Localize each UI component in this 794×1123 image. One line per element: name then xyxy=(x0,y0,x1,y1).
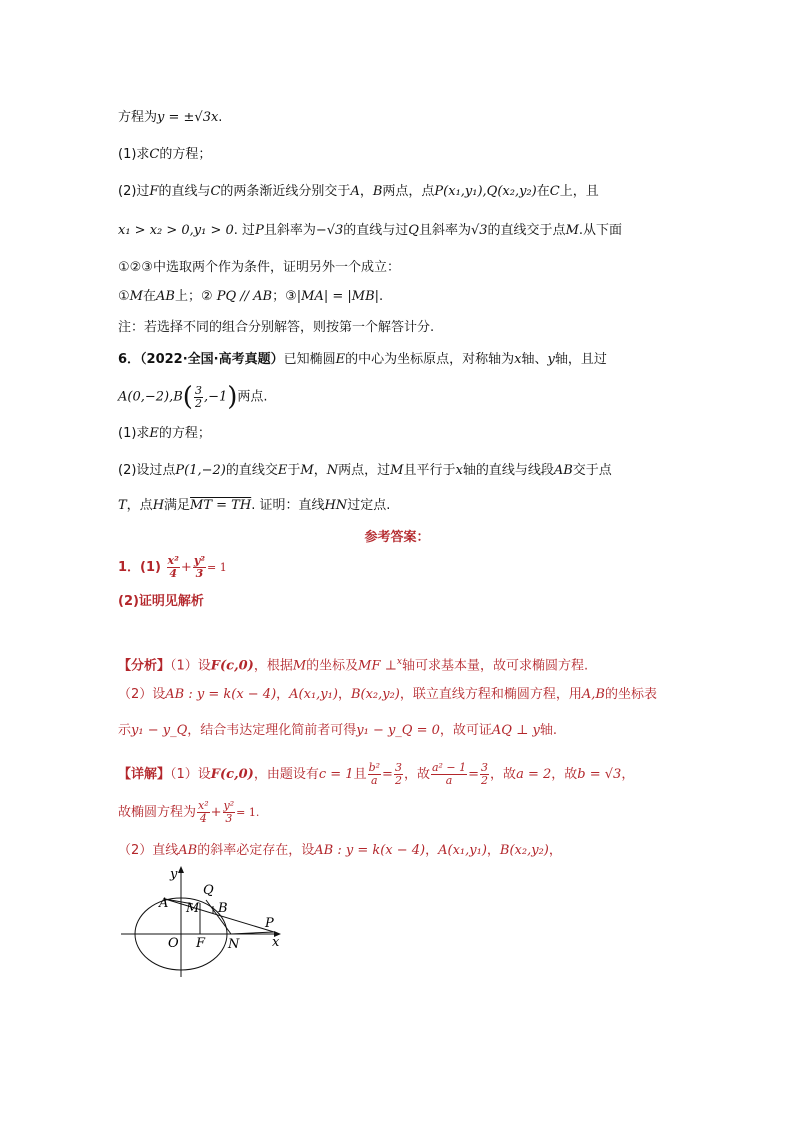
text: (2)设过点 xyxy=(118,463,176,478)
math-point: F(c,0) xyxy=(210,658,254,674)
math-asymptote: y = ±√3x xyxy=(157,110,219,125)
text: 于 xyxy=(287,463,301,478)
math-var: AB xyxy=(155,289,175,304)
math-var: C xyxy=(149,147,160,162)
fraction xyxy=(223,800,236,825)
denominator: 3 xyxy=(225,812,233,825)
analysis-3 xyxy=(118,722,557,740)
math-var: Q xyxy=(408,223,419,238)
answers-title: 参考答案： xyxy=(364,530,430,545)
denominator: 2 xyxy=(481,774,489,787)
math-slope: √3 xyxy=(470,223,488,238)
denominator: a xyxy=(445,774,453,787)
text: ，故 xyxy=(551,767,578,782)
fraction xyxy=(167,555,180,580)
math-var: M xyxy=(300,463,314,478)
numerator: y² xyxy=(193,554,206,567)
text: . 过 xyxy=(233,223,256,238)
numerator: 3 xyxy=(194,383,202,397)
paren-close: ) xyxy=(227,382,238,412)
text: ， xyxy=(486,843,500,858)
text: 注：若选择不同的组合分别解答，则按第一个解答计分. xyxy=(118,320,435,335)
denominator: 4 xyxy=(169,567,178,580)
text: （1）设 xyxy=(170,658,211,674)
answer-1-part-1 xyxy=(118,553,227,583)
text: 的两条渐近线分别交于 xyxy=(220,184,351,199)
text: . xyxy=(379,289,384,304)
text: ，结合韦达定理化简前者可得 xyxy=(187,723,357,738)
math-var: x xyxy=(455,463,463,478)
text: 的直线与过 xyxy=(343,223,409,238)
text: 轴，且过 xyxy=(554,352,607,367)
math-var: P xyxy=(255,223,264,238)
text: 的方程； xyxy=(158,426,211,441)
text: ，点 xyxy=(126,498,153,513)
text: . xyxy=(218,110,223,125)
y-arrow xyxy=(178,866,184,873)
text: 且平行于 xyxy=(403,463,456,478)
text: ，故 xyxy=(490,767,517,782)
text: 上，且 xyxy=(559,184,599,199)
text: 两点，点 xyxy=(382,184,435,199)
label-m: M xyxy=(186,901,200,916)
text: 且 xyxy=(353,767,367,782)
text: ， xyxy=(276,687,290,702)
detail-3 xyxy=(118,842,562,860)
math-var: x xyxy=(396,657,402,667)
math-points: P(x₁,y₁),Q(x₂,y₂) xyxy=(434,184,537,199)
label-n: N xyxy=(228,937,240,952)
numerator: y² xyxy=(223,799,235,812)
text: 交于点 xyxy=(572,463,612,478)
text: ① xyxy=(118,289,130,304)
problem-6-points xyxy=(118,382,268,413)
math-line: AB : y = k(x − 4) xyxy=(314,843,426,858)
math-point: A(x₁,y₁) xyxy=(289,687,338,702)
numerator: b² xyxy=(368,761,381,774)
detail-2 xyxy=(118,798,259,828)
text: (2)过 xyxy=(118,184,150,199)
math-point: B(x₂,y₂) xyxy=(350,687,400,702)
text: ；③ xyxy=(272,289,297,304)
text: 示 xyxy=(118,723,132,738)
paren-open: ( xyxy=(182,382,193,412)
math-eq: b = √3 xyxy=(577,767,622,782)
math-var: C xyxy=(549,184,560,199)
question-1 xyxy=(118,146,211,164)
problem-6-q2 xyxy=(118,462,612,480)
text: ，故 xyxy=(403,767,430,782)
text: 方程为 xyxy=(118,110,158,125)
text: 两点. xyxy=(237,389,268,405)
equals: = xyxy=(468,767,480,782)
text: 轴. xyxy=(539,723,557,738)
math-var: A xyxy=(350,184,360,199)
text: （1）设 xyxy=(170,767,211,782)
fraction xyxy=(193,555,206,580)
math-expr: y₁ − y_Q xyxy=(131,723,188,738)
text: ①②③中选取两个作为条件，证明另外一个成立： xyxy=(118,260,400,275)
math-slope: −√3 xyxy=(315,223,344,238)
text: 的坐标表 xyxy=(604,687,657,702)
fraction xyxy=(368,762,381,787)
text: 的直线交 xyxy=(225,463,278,478)
math-point: B(x₂,y₂) xyxy=(499,843,549,858)
text: 在 xyxy=(536,184,550,199)
text: 的斜率必定存在，设 xyxy=(197,843,315,858)
label-o: O xyxy=(168,936,179,951)
text: 满足 xyxy=(164,498,191,513)
label-p: P xyxy=(265,916,274,931)
equals: = 1 xyxy=(207,561,227,574)
plus: + xyxy=(210,805,222,820)
answer-1-part-2: (2)证明见解析 xyxy=(118,594,204,609)
math-var: M xyxy=(565,223,579,238)
numerator: x² xyxy=(167,554,179,567)
text: ， xyxy=(337,687,351,702)
note xyxy=(118,319,434,337)
math-var: T xyxy=(118,498,127,513)
math-expr: y₁ − y_Q = 0 xyxy=(356,723,440,738)
text: ， xyxy=(548,843,562,858)
denominator: 3 xyxy=(195,567,204,580)
text: 的中心为坐标原点，对称轴为 xyxy=(345,352,515,367)
text: 轴的直线与线段 xyxy=(462,463,554,478)
math-var: E xyxy=(277,463,288,478)
math-var: F xyxy=(149,184,159,199)
text: （2）设 xyxy=(118,687,166,702)
math-var: y xyxy=(547,352,555,367)
math-var: B xyxy=(372,184,383,199)
math-var: C xyxy=(210,184,221,199)
numerator: 3 xyxy=(481,761,489,774)
math-var: N xyxy=(326,463,339,478)
math-point: P(1,−2) xyxy=(175,463,226,478)
math-eq: a = 2 xyxy=(516,767,552,782)
fraction xyxy=(194,385,203,410)
math-var: E xyxy=(335,352,346,367)
analysis-2 xyxy=(118,686,657,704)
numerator: a² − 1 xyxy=(431,761,467,774)
text: 的方程； xyxy=(159,147,212,162)
math-abs: |MA| = |MB| xyxy=(296,289,380,304)
math-var: E xyxy=(149,426,159,441)
label-q: Q xyxy=(203,883,214,898)
math-var: x xyxy=(514,352,522,367)
fraction xyxy=(197,800,210,825)
equals: = xyxy=(382,767,393,782)
text: ， xyxy=(359,184,373,199)
problem-6-q1 xyxy=(118,425,211,443)
problem-6-q2-cont xyxy=(118,497,390,515)
text: 在 xyxy=(142,289,156,304)
text: （2）直线 xyxy=(118,843,179,858)
math-ineq: x₁ > x₂ > 0,y₁ > 0 xyxy=(118,223,234,238)
math-perp: MF ⊥ xyxy=(358,658,397,674)
math-var: A,B xyxy=(581,687,605,702)
text: 故椭圆方程为 xyxy=(118,805,197,820)
denominator: 2 xyxy=(394,774,402,787)
detail-1 xyxy=(118,760,634,790)
text: 过定点. xyxy=(347,498,391,513)
question-2-cont xyxy=(118,222,622,240)
problem-number: 6． xyxy=(118,352,141,367)
analysis-1 xyxy=(118,653,588,675)
label-b: B xyxy=(218,901,228,916)
denominator: a xyxy=(371,774,378,787)
question-2 xyxy=(118,183,599,201)
text: . 证明：直线 xyxy=(251,498,325,513)
conditions-list xyxy=(118,288,383,306)
text: .从下面 xyxy=(578,223,623,238)
numerator: 3 xyxy=(394,761,402,774)
text: 轴、 xyxy=(521,352,548,367)
analysis-tag: 【分析】 xyxy=(118,658,171,674)
math-parallel: PQ // AB xyxy=(216,289,273,304)
text: ，根据 xyxy=(253,658,293,674)
choose-conditions xyxy=(118,259,400,277)
answer-number: 1．(1) xyxy=(118,560,161,575)
math-var: H xyxy=(152,498,165,513)
label-f: F xyxy=(196,936,206,951)
text: 已知椭圆 xyxy=(283,352,336,367)
text: 两点，过 xyxy=(338,463,391,478)
text: 的直线交于点 xyxy=(487,223,566,238)
math-points: A(0,−2),B xyxy=(118,389,183,405)
math-perp: AQ ⊥ y xyxy=(491,723,540,738)
math-var: AB xyxy=(178,843,198,858)
math-point: A(x₁,y₁) xyxy=(438,843,487,858)
text: ，联立直线方程和椭圆方程，用 xyxy=(399,687,582,702)
math-var: M xyxy=(292,658,307,674)
math-var: HN xyxy=(324,498,348,513)
text: 的直线与 xyxy=(158,184,211,199)
math-point: F(c,0) xyxy=(210,767,254,782)
label-a: A xyxy=(159,896,169,911)
math-var: AB xyxy=(553,463,573,478)
detail-tag: 【详解】 xyxy=(118,767,171,782)
label-y: y xyxy=(170,867,178,882)
fraction xyxy=(480,762,489,787)
denominator: 4 xyxy=(199,812,207,825)
text: ，故可证 xyxy=(439,723,492,738)
text: (1)求 xyxy=(118,426,150,441)
text: ， xyxy=(621,767,635,782)
math-var: M xyxy=(390,463,404,478)
math-vector: MT = TH xyxy=(190,498,252,513)
fraction xyxy=(394,762,403,787)
math-var: M xyxy=(129,289,143,304)
text: 的坐标及 xyxy=(306,658,359,674)
text: 且斜率为 xyxy=(263,223,316,238)
math-line: AB : y = k(x − 4) xyxy=(165,687,277,702)
denominator: 2 xyxy=(194,396,202,410)
math-coord: ,−1 xyxy=(203,389,228,405)
text: 轴可求基本量，故可求椭圆方程. xyxy=(401,658,589,674)
line-asymptote xyxy=(118,109,222,127)
plus: + xyxy=(180,560,192,575)
equals: = 1. xyxy=(236,806,260,819)
text: 且斜率为 xyxy=(418,223,471,238)
text: (1)求 xyxy=(118,147,150,162)
text: ， xyxy=(313,463,327,478)
problem-source: （2022·全国·高考真题） xyxy=(140,352,284,367)
problem-6-head xyxy=(118,351,607,369)
text: ，由题设有 xyxy=(253,767,319,782)
numerator: x² xyxy=(198,799,209,812)
math-eq: c = 1 xyxy=(318,767,354,782)
text: ， xyxy=(425,843,439,858)
fraction xyxy=(431,762,467,787)
label-x: x xyxy=(272,935,280,950)
ellipse-figure xyxy=(118,862,298,982)
text: 上；② xyxy=(174,289,217,304)
